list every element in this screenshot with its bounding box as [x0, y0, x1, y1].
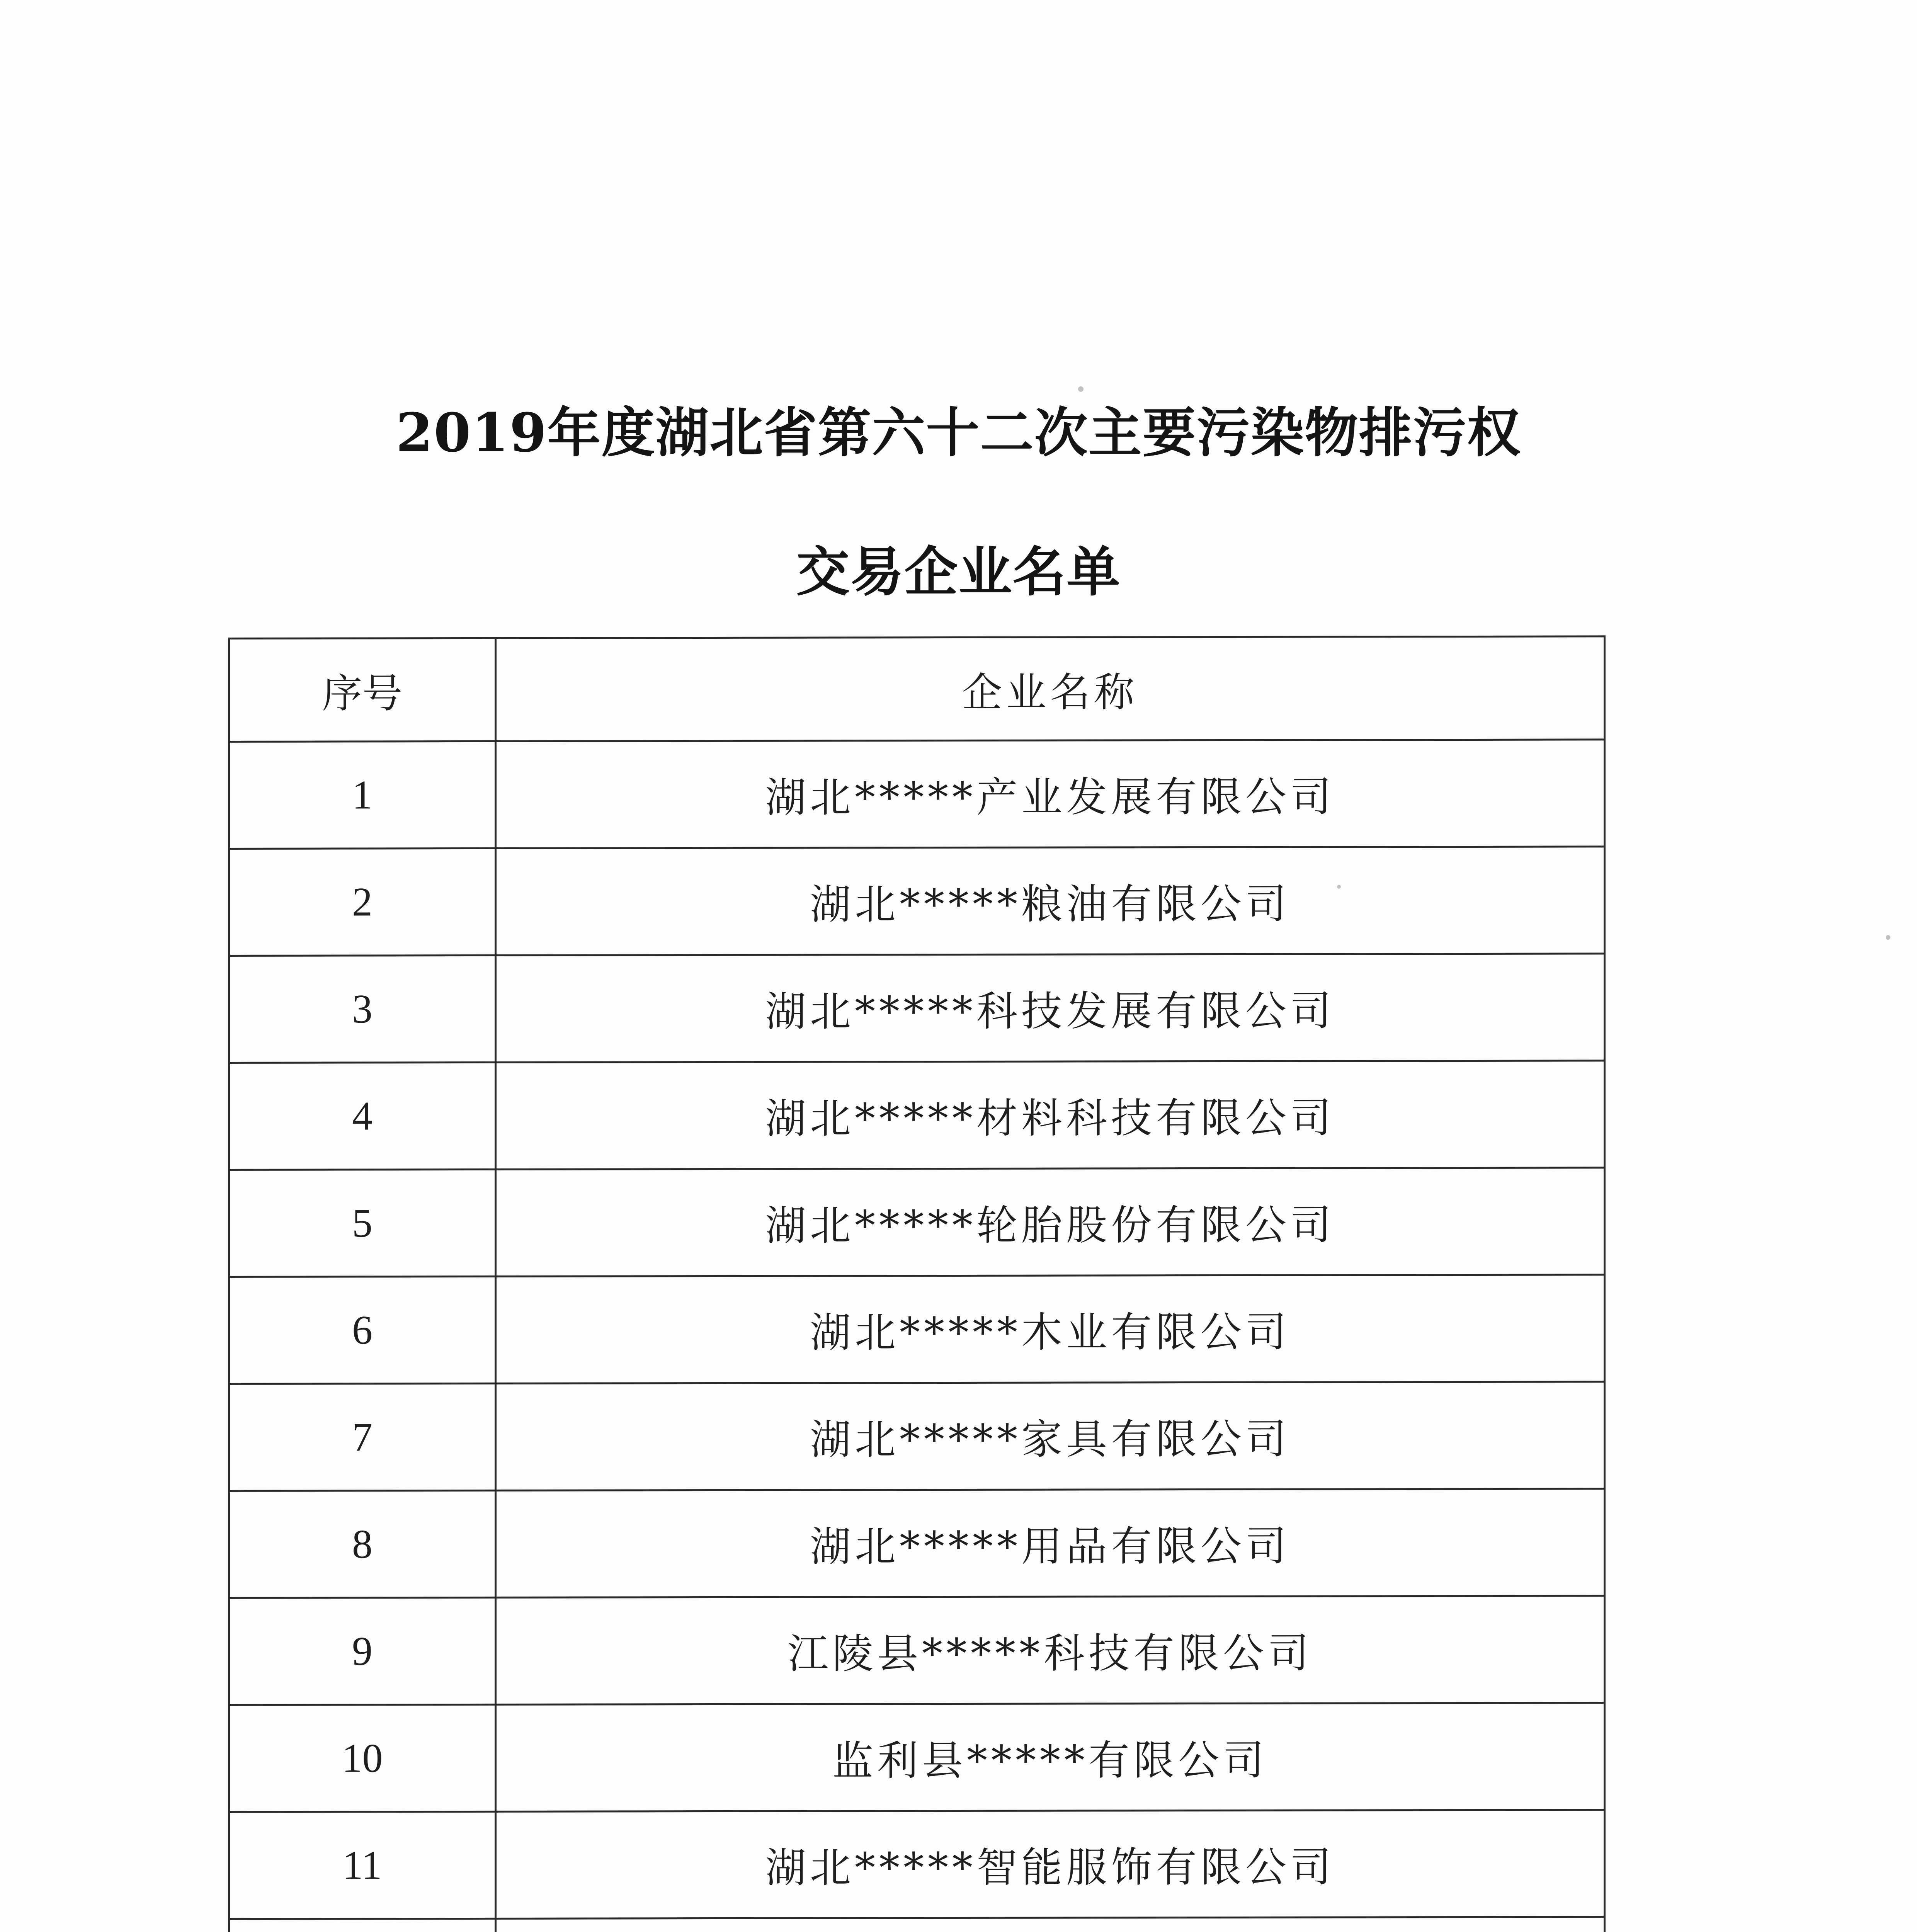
row-serial-number: 11 — [229, 1811, 496, 1919]
header-enterprise-name: 企业名称 — [496, 636, 1605, 742]
row-serial-number: 10 — [229, 1704, 496, 1812]
table-row — [229, 740, 1605, 849]
row-serial-number: 8 — [229, 1490, 496, 1598]
row-enterprise-name: 湖北*****粮油有限公司 — [496, 847, 1605, 956]
table-row — [229, 1810, 1605, 1919]
enterprise-table-container — [228, 638, 1604, 1932]
table-row — [229, 1382, 1605, 1491]
row-enterprise-name: 湖北*****木业有限公司 — [496, 1275, 1605, 1384]
row-serial-number: 9 — [229, 1597, 496, 1705]
row-serial-number: 5 — [229, 1169, 496, 1277]
table-row — [229, 1596, 1605, 1705]
row-serial-number: 2 — [229, 848, 496, 956]
row-enterprise-name: 监利县*****有限公司 — [496, 1703, 1605, 1812]
row-enterprise-name: 湖北*****智能服饰有限公司 — [496, 1810, 1605, 1919]
table-header-row — [229, 636, 1605, 742]
row-enterprise-name: 湖北*****轮胎股份有限公司 — [496, 1168, 1605, 1277]
row-serial-number: 3 — [229, 955, 496, 1063]
enterprise-table — [228, 635, 1606, 1932]
row-enterprise-name — [496, 1917, 1605, 1932]
row-enterprise-name: 湖北*****家具有限公司 — [496, 1382, 1605, 1491]
header-serial-number: 序号 — [229, 638, 496, 742]
row-serial-number: 7 — [229, 1383, 496, 1491]
document-title-line1: 2019年度湖北省第六十二次主要污染物排污权 — [396, 401, 1521, 464]
document-title-line2: 交易企业名单 — [796, 540, 1121, 603]
row-serial-number: 1 — [229, 741, 496, 849]
row-enterprise-name: 湖北*****用品有限公司 — [496, 1489, 1605, 1598]
scan-speck — [1078, 386, 1084, 392]
table-row — [229, 1917, 1605, 1932]
row-serial-number — [229, 1918, 496, 1932]
table-row — [229, 954, 1605, 1063]
table-row — [229, 1489, 1605, 1598]
row-enterprise-name: 湖北*****产业发展有限公司 — [496, 740, 1605, 849]
table-row — [229, 1168, 1605, 1277]
row-serial-number: 6 — [229, 1276, 496, 1384]
row-enterprise-name: 江陵县*****科技有限公司 — [496, 1596, 1605, 1705]
table-row — [229, 1275, 1605, 1384]
table-row — [229, 847, 1605, 956]
table-row — [229, 1061, 1605, 1170]
table-row — [229, 1703, 1605, 1812]
row-serial-number: 4 — [229, 1062, 496, 1170]
row-enterprise-name: 湖北*****材料科技有限公司 — [496, 1061, 1605, 1170]
scan-speck — [1886, 935, 1890, 940]
row-enterprise-name: 湖北*****科技发展有限公司 — [496, 954, 1605, 1063]
